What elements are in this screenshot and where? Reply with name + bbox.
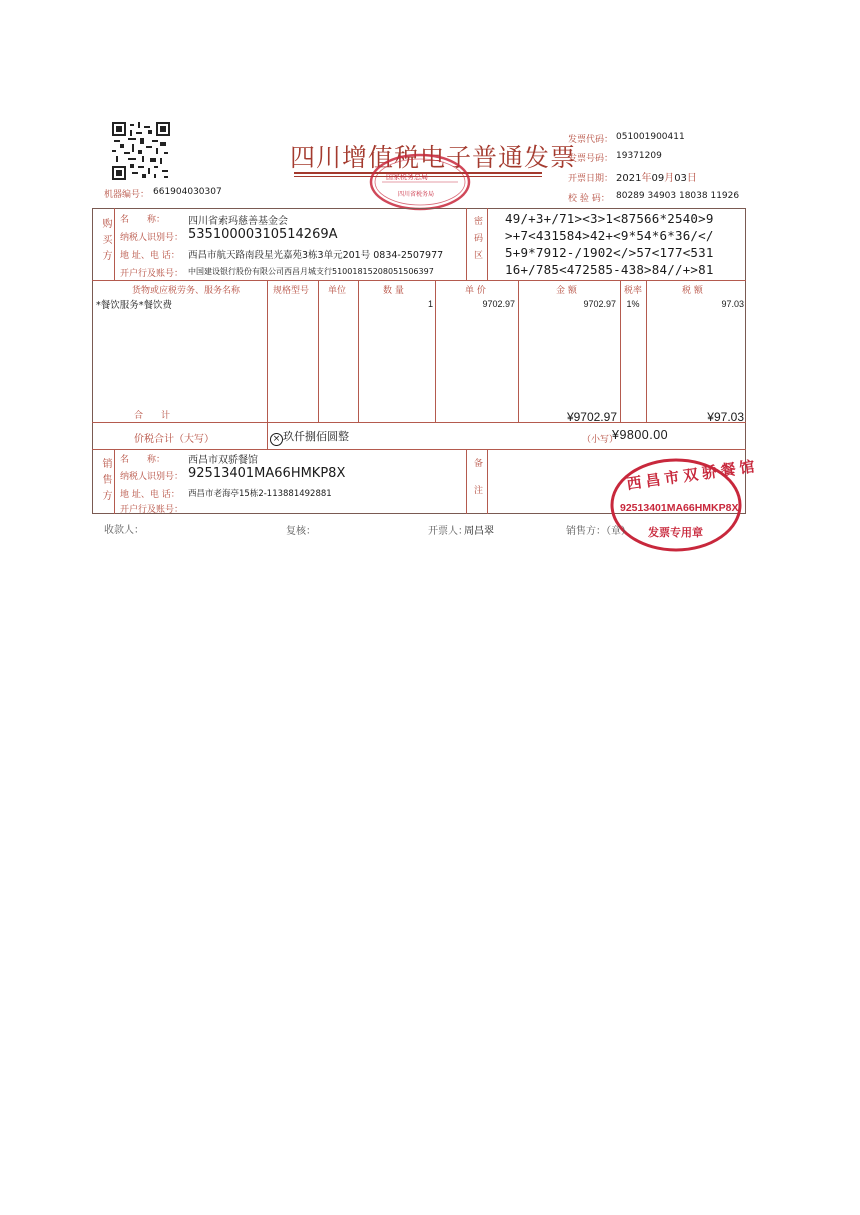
total-label: 合 计 [134,411,171,421]
buyer-tax-id: 53510000310514269A [188,227,338,242]
buyer-bank: 中国建设银行股份有限公司西昌月城支行51001815208051506397 [188,267,434,276]
header-price: 单 价 [465,286,486,296]
item-name: *餐饮服务*餐饮费 [96,300,173,311]
seller-bank-label: 开户行及账号： [120,505,184,515]
seller-name: 西昌市双骄餐馆 [188,455,258,466]
remark-label: 备注 [472,458,482,512]
invoice-title: 四川增值税电子普通发票 [290,143,577,172]
header-unit: 单位 [328,286,347,296]
buyer-name-label: 名 称： [120,215,166,225]
header-rate: 税率 [624,286,643,296]
rule-buyer-bottom [92,280,746,281]
buyer-address-label: 地 址、电 话： [120,251,180,261]
col-rule-unit [318,280,319,422]
buyer-tax-id-label: 纳税人识别号： [120,233,184,243]
seller-section-label: 销售方 [100,458,111,506]
header-item-name: 货物或应税劳务、服务名称 [132,286,241,296]
seller-stamp-arc-text: 西昌市双骄餐馆 [625,456,760,494]
rule-grand-total-col [267,422,268,449]
grand-total-label: 价税合计（大写） [134,434,214,445]
rule-seller-col [114,449,115,514]
buyer-name: 四川省索玛慈善基金会 [188,216,288,227]
invoice-no-label: 发票号码： [568,154,614,164]
rule-remark-col [487,449,488,514]
cipher-section-label: 密码区 [472,216,482,267]
check-code: 80289 34903 18038 11926 [616,191,740,201]
year-suffix: 年 [641,173,652,184]
cipher-area [505,210,714,278]
total-amount: ¥9702.97 [566,410,617,424]
col-rule-amount [518,280,519,422]
drawer: 周昌翠 [464,526,494,537]
machine-no-label: 机器编号： [104,190,150,200]
item-tax: 97.03 [721,299,744,309]
cross-circle-icon: × [270,433,283,446]
buyer-bank-label: 开户行及账号： [120,269,184,279]
machine-no: 661904030307 [153,187,222,197]
month-suffix: 月 [664,173,675,184]
grand-total-words-text: 玖仟捌佰圆整 [283,430,349,443]
seller-tax-id-label: 纳税人识别号： [120,472,184,482]
tax-bureau-stamp-text: 国家税务总局 [386,173,428,181]
drawer-label: 开票人： [428,526,468,537]
col-rule-price [435,280,436,422]
buyer-address: 西昌市航天路南段星光嘉苑3栋3单元201号 0834-2507977 [188,250,444,261]
rule-total-bottom [92,449,746,450]
seller-address: 西昌市老海亭15栋2-113881492881 [188,489,332,499]
item-price: 9702.97 [482,299,515,309]
cipher-line: >+7<431584>42+<9*54*6*36/</ [505,228,714,243]
invoice-code: 051001900411 [616,132,685,142]
reviewer-label: 复核： [286,526,316,537]
item-qty: 1 [427,299,433,309]
seller-stamp-id: 92513401MA66HMKP8X [620,502,739,514]
day-suffix: 日 [686,173,697,184]
qr-code [112,122,170,180]
cipher-line: 16+/785<472585-438>84//+>81 [505,262,714,277]
payee-label: 收款人： [104,525,144,536]
invoice-no: 19371209 [616,151,662,161]
seller-tax-id: 92513401MA66HMKP8X [188,466,346,481]
seller-name-label: 名 称： [120,455,166,465]
date-label: 开票日期： [568,174,614,184]
date-month: 09 [651,173,665,184]
tax-bureau-stamp-bottom: 四川省税务局 [398,191,435,198]
cipher-line: 49/+3+/71><3>1<87566*2540>9 [505,211,714,226]
col-rule-rate [620,280,621,422]
rule-cipher-col [487,208,488,280]
rule-buyer-col [114,208,115,280]
invoice-code-label: 发票代码： [568,135,614,145]
header-qty: 数 量 [383,286,404,296]
rule-cipher-left [466,208,467,280]
seller-address-label: 地 址、电 话： [120,490,180,500]
seller-seal-label: 销售方：（章） [566,526,631,537]
date-year: 2021 [616,173,642,184]
cipher-line: 5+9*7912-/1902</>57<177<531 [505,245,714,260]
date-day: 03 [674,173,687,184]
col-rule-qty [358,280,359,422]
grand-total-words [270,428,349,446]
check-code-label: 校 验 码： [568,194,610,204]
rule-remark-left [466,449,467,514]
col-rule-tax [646,280,647,422]
issue-date [616,169,697,184]
item-rate: 1% [626,299,640,309]
header-amount: 金 额 [556,286,577,296]
header-tax: 税 额 [682,286,703,296]
col-rule-spec [267,280,268,422]
total-tax: ¥97.03 [707,410,744,424]
grand-total-small-value: ¥9800.00 [612,428,669,442]
buyer-section-label: 购买方 [100,218,111,266]
item-amount: 9702.97 [583,299,616,309]
header-spec: 规格型号 [273,286,310,296]
seller-stamp-bottom: 发票专用章 [648,526,703,539]
grand-total-small-label: （小写） [582,435,619,445]
tax-bureau-stamp [368,152,472,212]
